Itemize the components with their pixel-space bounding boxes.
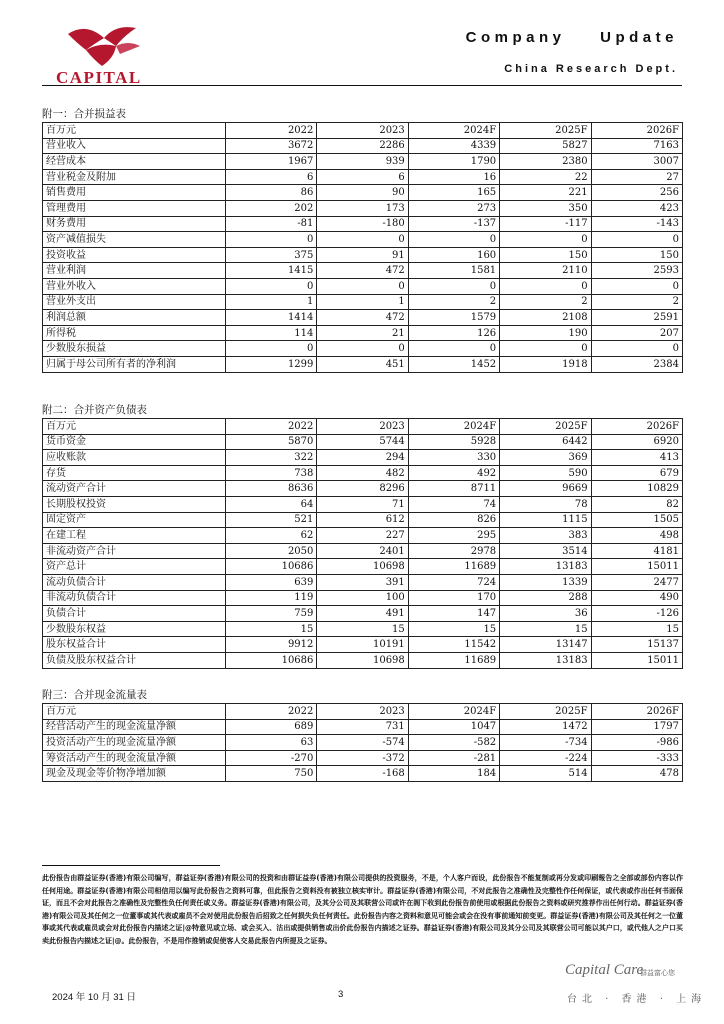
value-cell: 0: [226, 341, 317, 357]
value-cell: -168: [317, 766, 408, 782]
value-cell: 0: [408, 341, 499, 357]
value-cell: 184: [408, 766, 499, 782]
row-label: 资产总计: [43, 559, 226, 575]
value-cell: 1967: [226, 154, 317, 170]
value-cell: 2477: [591, 574, 682, 590]
value-cell: 11689: [408, 652, 499, 668]
value-cell: -143: [591, 216, 682, 232]
value-cell: 74: [408, 496, 499, 512]
table-row: [43, 356, 683, 372]
value-cell: 36: [500, 606, 591, 622]
row-label: 利润总额: [43, 310, 226, 326]
value-cell: 0: [591, 341, 682, 357]
value-cell: 8636: [226, 481, 317, 497]
value-cell: 5870: [226, 434, 317, 450]
table-row: [43, 325, 683, 341]
row-label: 投资收益: [43, 247, 226, 263]
value-cell: 126: [408, 325, 499, 341]
table-row: [43, 621, 683, 637]
year-header: 2025F: [500, 123, 591, 139]
table-row: [43, 278, 683, 294]
value-cell: 82: [591, 496, 682, 512]
value-cell: 939: [317, 154, 408, 170]
table-row: [43, 154, 683, 170]
value-cell: 0: [500, 278, 591, 294]
row-label: 经营成本: [43, 154, 226, 170]
value-cell: -180: [317, 216, 408, 232]
table-row: [43, 341, 683, 357]
year-header: 2025F: [500, 419, 591, 435]
value-cell: 738: [226, 465, 317, 481]
header-divider: [42, 85, 682, 86]
value-cell: -582: [408, 735, 499, 751]
value-cell: 13147: [500, 637, 591, 653]
eagle-logo-icon: [64, 22, 144, 68]
row-label: 非流动资产合计: [43, 543, 226, 559]
capital-care-brand-cn: 群益富心您: [640, 969, 675, 977]
row-label: 应收账款: [43, 450, 226, 466]
year-header: 2024F: [408, 123, 499, 139]
row-label: 经营活动产生的现金流量净额: [43, 719, 226, 735]
table-row: [43, 559, 683, 575]
row-label: 营业收入: [43, 138, 226, 154]
year-header: 2026F: [591, 123, 682, 139]
row-label: 所得税: [43, 325, 226, 341]
value-cell: 150: [591, 247, 682, 263]
value-cell: -734: [500, 735, 591, 751]
value-cell: 7163: [591, 138, 682, 154]
value-cell: 514: [500, 766, 591, 782]
cash-flow-title: 附三：合并现金流量表: [42, 689, 147, 701]
year-header: 2024F: [408, 704, 499, 720]
unit-header: 百万元: [43, 419, 226, 435]
value-cell: 114: [226, 325, 317, 341]
value-cell: 0: [408, 232, 499, 248]
capital-logo: [56, 22, 156, 86]
row-label: 销售费用: [43, 185, 226, 201]
value-cell: 15011: [591, 652, 682, 668]
report-date: 2024 年 10 月 31 日: [52, 992, 136, 1003]
disclaimer-text: 此份报告由群益证券(香港)有限公司编写，群益证券(香港)有限公司的投资和由群证益券(香港)有限公司提供的投资服务，不是，个人客户而设，此份报告不能复制或再分发或印刷報告之全部或部份内容以作任何用途。群益证券(香港)有限公司相信用以编写此份报告之资料可靠，但此报告之资料没有被独立核实审计。群益证券(香港)有限公司，不对此报告之准确性及完整性作任何保证，或代表或作出任何书面保证，而且不会对此报告之准确性及完整性负任何责任或义务。群益证券(香港)有限公司，及其分公司及其联营公司或许在阁下收到此份报告前使用或根据此份报告之资料或研究推荐作出任何行动。群益证券(香港)有限公司及其任何之一位董事或其代表或雇员不会对使用此份报告后招致之任何损失负任何责任。此份报告内容之资料和意见可能会或会在没有事前通知前变更。群益证券(香港)有限公司及其任何之一位董事或其代表或雇员或会对此份报告内描述之证|@特意见或立场、或会买入、沽出或提供销售或出价此份报告内描述之证券。群益证券(香港)有限公司及其分公司及其联营公司可能以其户口，或代他人之户口买卖此份报告内描述之证|@。此份报告，不是用作推销或促使客人交易此报告内所提及之证券。: [42, 874, 683, 945]
logo-wordmark: CAPITAL: [56, 68, 142, 87]
page-number: 3: [338, 989, 344, 1000]
value-cell: 147: [408, 606, 499, 622]
table-row: [43, 450, 683, 466]
value-cell: 11542: [408, 637, 499, 653]
value-cell: 5827: [500, 138, 591, 154]
table-row: [43, 465, 683, 481]
year-header: 2023: [317, 704, 408, 720]
value-cell: 423: [591, 200, 682, 216]
value-cell: 10686: [226, 652, 317, 668]
table-row: [43, 512, 683, 528]
table-row: [43, 247, 683, 263]
value-cell: 0: [408, 278, 499, 294]
value-cell: 150: [500, 247, 591, 263]
value-cell: 8711: [408, 481, 499, 497]
table-row: [43, 310, 683, 326]
value-cell: 10698: [317, 559, 408, 575]
row-label: 负债合计: [43, 606, 226, 622]
value-cell: -270: [226, 750, 317, 766]
value-cell: 612: [317, 512, 408, 528]
table-row: [43, 574, 683, 590]
value-cell: 0: [591, 278, 682, 294]
balance-sheet-section: [42, 403, 683, 669]
value-cell: 1797: [591, 719, 682, 735]
table-row: [43, 528, 683, 544]
value-cell: 221: [500, 185, 591, 201]
value-cell: -137: [408, 216, 499, 232]
value-cell: 491: [317, 606, 408, 622]
table-row: [43, 766, 683, 782]
row-label: 管理费用: [43, 200, 226, 216]
row-label: 流动资产合计: [43, 481, 226, 497]
value-cell: 521: [226, 512, 317, 528]
row-label: 负债及股东权益合计: [43, 652, 226, 668]
value-cell: 0: [226, 278, 317, 294]
value-cell: 273: [408, 200, 499, 216]
value-cell: 1299: [226, 356, 317, 372]
unit-header: 百万元: [43, 704, 226, 720]
row-label: 固定资产: [43, 512, 226, 528]
value-cell: 100: [317, 590, 408, 606]
value-cell: 724: [408, 574, 499, 590]
value-cell: 826: [408, 512, 499, 528]
value-cell: 294: [317, 450, 408, 466]
balance-sheet-table: [42, 418, 683, 669]
year-header: 2026F: [591, 704, 682, 720]
report-type-title: Company Update: [465, 29, 678, 46]
value-cell: 9912: [226, 637, 317, 653]
value-cell: 170: [408, 590, 499, 606]
year-header: 2023: [317, 419, 408, 435]
table-header-row: [43, 419, 683, 435]
value-cell: 10829: [591, 481, 682, 497]
value-cell: 731: [317, 719, 408, 735]
value-cell: 0: [317, 278, 408, 294]
value-cell: 472: [317, 263, 408, 279]
value-cell: 173: [317, 200, 408, 216]
value-cell: 190: [500, 325, 591, 341]
value-cell: 295: [408, 528, 499, 544]
value-cell: 227: [317, 528, 408, 544]
value-cell: 91: [317, 247, 408, 263]
value-cell: 2: [500, 294, 591, 310]
value-cell: 5928: [408, 434, 499, 450]
value-cell: 350: [500, 200, 591, 216]
income-statement-title: 附一：合并损益表: [42, 108, 126, 120]
value-cell: 1452: [408, 356, 499, 372]
value-cell: 3672: [226, 138, 317, 154]
value-cell: 62: [226, 528, 317, 544]
value-cell: 1: [317, 294, 408, 310]
value-cell: 6442: [500, 434, 591, 450]
value-cell: 2380: [500, 154, 591, 170]
value-cell: 6: [317, 169, 408, 185]
year-header: 2023: [317, 123, 408, 139]
capital-care-brand: Capital Care: [565, 962, 644, 978]
value-cell: 288: [500, 590, 591, 606]
row-label: 营业税金及附加: [43, 169, 226, 185]
value-cell: 750: [226, 766, 317, 782]
value-cell: 2108: [500, 310, 591, 326]
value-cell: -81: [226, 216, 317, 232]
table-row: [43, 216, 683, 232]
value-cell: 2: [591, 294, 682, 310]
value-cell: 15: [591, 621, 682, 637]
value-cell: 0: [591, 232, 682, 248]
row-label: 少数股东权益: [43, 621, 226, 637]
row-label: 营业利润: [43, 263, 226, 279]
value-cell: 1339: [500, 574, 591, 590]
value-cell: 451: [317, 356, 408, 372]
cash-flow-section: [42, 688, 683, 782]
value-cell: 1: [226, 294, 317, 310]
row-label: 现金及现金等价物净增加额: [43, 766, 226, 782]
value-cell: 413: [591, 450, 682, 466]
value-cell: 1415: [226, 263, 317, 279]
value-cell: -117: [500, 216, 591, 232]
row-label: 股东权益合计: [43, 637, 226, 653]
value-cell: 64: [226, 496, 317, 512]
value-cell: 4181: [591, 543, 682, 559]
value-cell: 71: [317, 496, 408, 512]
value-cell: 679: [591, 465, 682, 481]
row-label: 货币资金: [43, 434, 226, 450]
table-row: [43, 543, 683, 559]
value-cell: 1505: [591, 512, 682, 528]
value-cell: 375: [226, 247, 317, 263]
year-header: 2022: [226, 123, 317, 139]
value-cell: 2050: [226, 543, 317, 559]
table-row: [43, 496, 683, 512]
value-cell: 383: [500, 528, 591, 544]
value-cell: 1790: [408, 154, 499, 170]
table-row: [43, 652, 683, 668]
value-cell: 1472: [500, 719, 591, 735]
value-cell: 2: [408, 294, 499, 310]
row-label: 归属于母公司所有者的净利润: [43, 356, 226, 372]
value-cell: 1579: [408, 310, 499, 326]
value-cell: 3007: [591, 154, 682, 170]
value-cell: 63: [226, 735, 317, 751]
row-label: 财务费用: [43, 216, 226, 232]
value-cell: 482: [317, 465, 408, 481]
value-cell: 2401: [317, 543, 408, 559]
value-cell: 15137: [591, 637, 682, 653]
value-cell: 160: [408, 247, 499, 263]
value-cell: 119: [226, 590, 317, 606]
table-row: [43, 481, 683, 497]
row-label: 流动负债合计: [43, 574, 226, 590]
value-cell: -372: [317, 750, 408, 766]
value-cell: 689: [226, 719, 317, 735]
value-cell: 15: [317, 621, 408, 637]
value-cell: 478: [591, 766, 682, 782]
value-cell: 256: [591, 185, 682, 201]
table-row: [43, 637, 683, 653]
value-cell: 165: [408, 185, 499, 201]
value-cell: 15: [500, 621, 591, 637]
cash-flow-table: [42, 703, 683, 782]
value-cell: 498: [591, 528, 682, 544]
value-cell: 1581: [408, 263, 499, 279]
value-cell: 78: [500, 496, 591, 512]
value-cell: 330: [408, 450, 499, 466]
value-cell: 10191: [317, 637, 408, 653]
row-label: 营业外收入: [43, 278, 226, 294]
table-row: [43, 590, 683, 606]
year-header: 2022: [226, 419, 317, 435]
value-cell: 15: [408, 621, 499, 637]
row-label: 投资活动产生的现金流量净额: [43, 735, 226, 751]
value-cell: -333: [591, 750, 682, 766]
row-label: 存货: [43, 465, 226, 481]
value-cell: -224: [500, 750, 591, 766]
value-cell: 10698: [317, 652, 408, 668]
value-cell: -986: [591, 735, 682, 751]
value-cell: 22: [500, 169, 591, 185]
table-header-row: [43, 704, 683, 720]
value-cell: 322: [226, 450, 317, 466]
table-row: [43, 232, 683, 248]
value-cell: 1414: [226, 310, 317, 326]
table-row: [43, 719, 683, 735]
value-cell: 2286: [317, 138, 408, 154]
value-cell: 6920: [591, 434, 682, 450]
value-cell: 9669: [500, 481, 591, 497]
income-statement-table: [42, 122, 683, 373]
row-label: 在建工程: [43, 528, 226, 544]
balance-sheet-title: 附二：合并资产负债表: [42, 404, 147, 416]
table-row: [43, 138, 683, 154]
value-cell: 10686: [226, 559, 317, 575]
value-cell: 6: [226, 169, 317, 185]
value-cell: 15: [226, 621, 317, 637]
value-cell: 1047: [408, 719, 499, 735]
table-row: [43, 263, 683, 279]
value-cell: 2110: [500, 263, 591, 279]
value-cell: 0: [317, 341, 408, 357]
value-cell: 207: [591, 325, 682, 341]
footnote-divider: [42, 865, 220, 866]
value-cell: 2593: [591, 263, 682, 279]
income-statement-section: [42, 107, 683, 373]
table-row: [43, 735, 683, 751]
year-header: 2026F: [591, 419, 682, 435]
table-row: [43, 169, 683, 185]
value-cell: 5744: [317, 434, 408, 450]
row-label: 长期股权投资: [43, 496, 226, 512]
value-cell: 2384: [591, 356, 682, 372]
table-row: [43, 294, 683, 310]
value-cell: 86: [226, 185, 317, 201]
table-row: [43, 750, 683, 766]
value-cell: 202: [226, 200, 317, 216]
row-label: 非流动负债合计: [43, 590, 226, 606]
row-label: 筹资活动产生的现金流量净额: [43, 750, 226, 766]
table-row: [43, 434, 683, 450]
value-cell: 4339: [408, 138, 499, 154]
value-cell: 1918: [500, 356, 591, 372]
row-label: 资产减值损失: [43, 232, 226, 248]
row-label: 营业外支出: [43, 294, 226, 310]
value-cell: 490: [591, 590, 682, 606]
value-cell: 639: [226, 574, 317, 590]
report-department: China Research Dept.: [504, 63, 678, 75]
year-header: 2025F: [500, 704, 591, 720]
year-header: 2022: [226, 704, 317, 720]
value-cell: 21: [317, 325, 408, 341]
value-cell: 27: [591, 169, 682, 185]
value-cell: 0: [500, 232, 591, 248]
row-label: 少数股东损益: [43, 341, 226, 357]
year-header: 2024F: [408, 419, 499, 435]
value-cell: 369: [500, 450, 591, 466]
value-cell: 15011: [591, 559, 682, 575]
value-cell: 13183: [500, 559, 591, 575]
value-cell: -574: [317, 735, 408, 751]
value-cell: 2978: [408, 543, 499, 559]
value-cell: 11689: [408, 559, 499, 575]
value-cell: 0: [500, 341, 591, 357]
value-cell: 0: [226, 232, 317, 248]
value-cell: 8296: [317, 481, 408, 497]
value-cell: 391: [317, 574, 408, 590]
office-cities: 台北 · 香港 · 上海: [567, 994, 707, 1005]
value-cell: 1115: [500, 512, 591, 528]
value-cell: 16: [408, 169, 499, 185]
value-cell: 759: [226, 606, 317, 622]
value-cell: 90: [317, 185, 408, 201]
unit-header: 百万元: [43, 123, 226, 139]
table-row: [43, 200, 683, 216]
value-cell: 2591: [591, 310, 682, 326]
value-cell: 492: [408, 465, 499, 481]
table-row: [43, 185, 683, 201]
value-cell: 0: [317, 232, 408, 248]
value-cell: 3514: [500, 543, 591, 559]
value-cell: -281: [408, 750, 499, 766]
value-cell: 13183: [500, 652, 591, 668]
value-cell: 590: [500, 465, 591, 481]
value-cell: -126: [591, 606, 682, 622]
table-header-row: [43, 123, 683, 139]
value-cell: 472: [317, 310, 408, 326]
table-row: [43, 606, 683, 622]
